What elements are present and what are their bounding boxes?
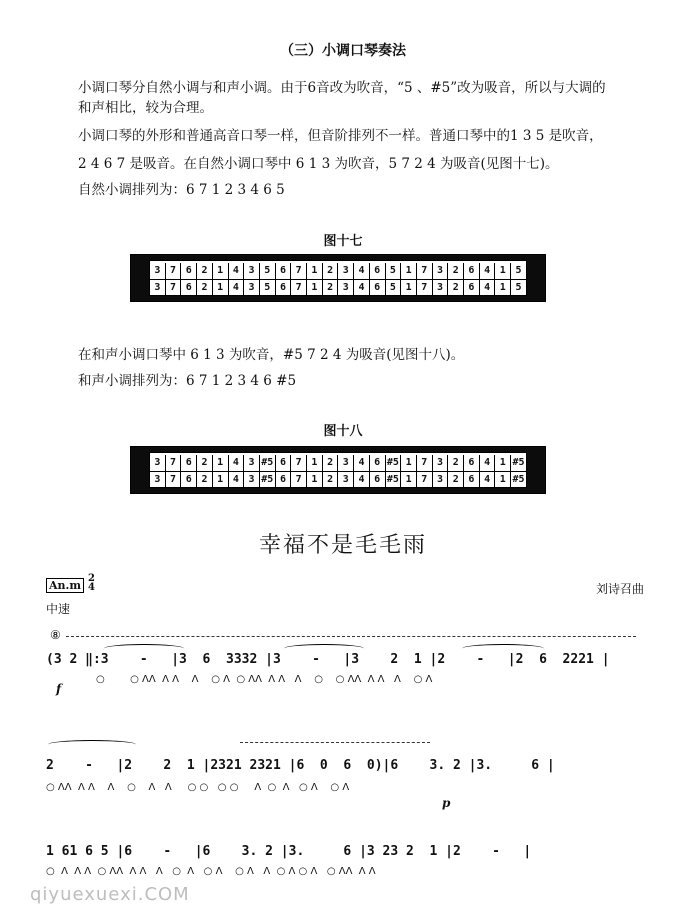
hole-note: 3 xyxy=(244,472,260,488)
slur xyxy=(48,740,136,749)
hole-note: 6 xyxy=(370,455,386,471)
rehearsal-dash-line xyxy=(66,636,636,637)
tempo-marking: 中速 xyxy=(46,602,71,616)
hole-note: 7 xyxy=(166,455,182,471)
hole-note: 3 xyxy=(150,263,166,279)
hole-note: 6 xyxy=(464,472,480,488)
hole-note: 7 xyxy=(166,472,182,488)
watermark: qiyuexuexi.COM xyxy=(30,884,190,905)
harmonica-comb xyxy=(149,452,527,488)
hole-note: 2 xyxy=(323,263,339,279)
hole-note: 1 xyxy=(213,280,229,296)
hole-note: 4 xyxy=(354,280,370,296)
hole-note: 6 xyxy=(370,280,386,296)
figure-18-title: 图十八 xyxy=(323,424,363,439)
song-title: 幸福不是毛毛雨 xyxy=(258,533,427,558)
hole-note: 7 xyxy=(417,472,433,488)
hole-note: 5 xyxy=(386,280,402,296)
key-signature: An.m xyxy=(46,578,84,593)
hole-note: 6 xyxy=(276,472,292,488)
hole-note: 6 xyxy=(464,455,480,471)
hole-note: 7 xyxy=(166,280,182,296)
hole-note: 4 xyxy=(229,280,245,296)
hole-note: 2 xyxy=(197,455,213,471)
hole-note: #5 xyxy=(260,455,276,471)
hole-note: 6 xyxy=(370,263,386,279)
hole-note: 6 xyxy=(276,280,292,296)
hole-note: 1 xyxy=(401,455,417,471)
hole-note: 4 xyxy=(354,263,370,279)
hole-note: 7 xyxy=(166,263,182,279)
notation-line-3: 1 61 6 5 |6 - |6 3. 2 |3. 6 |3 23 2 1 |2 - | xyxy=(46,844,532,859)
hole-note: 1 xyxy=(307,263,323,279)
blow-row xyxy=(150,263,526,279)
harmonica-diagram-harmonic-minor xyxy=(130,446,546,494)
hole-note: 6 xyxy=(181,455,197,471)
paragraph-line-2: 和声相比，较为合理。 xyxy=(78,100,213,116)
hole-note: 3 xyxy=(338,455,354,471)
hole-note: 1 xyxy=(495,455,511,471)
hole-note: 5 xyxy=(386,263,402,279)
hole-note: 7 xyxy=(291,263,307,279)
hole-note: 4 xyxy=(354,472,370,488)
hole-note: 2 xyxy=(197,472,213,488)
hole-note: 1 xyxy=(495,263,511,279)
hole-note: #5 xyxy=(386,455,402,471)
hole-note: 3 xyxy=(433,280,449,296)
hole-note: 4 xyxy=(480,280,496,296)
breath-marks-line-3: ○ Λ Λ Λ ○ ΛΛ Λ Λ Λ ○ Λ ○ Λ ○ Λ Λ ○ Λ ○ Λ ○ ΛΛ Λ Λ xyxy=(46,866,376,877)
dynamic-piano: p xyxy=(442,796,451,810)
hole-note: 4 xyxy=(354,455,370,471)
hole-note: 1 xyxy=(307,280,323,296)
hole-note: 2 xyxy=(448,472,464,488)
hole-note: #5 xyxy=(260,472,276,488)
hole-note: 1 xyxy=(495,472,511,488)
composer: 刘诗召曲 xyxy=(595,582,644,596)
breath-marks-line-1: ○ ○ ΛΛ Λ Λ Λ ○ Λ ○ ΛΛ Λ Λ Λ ○ ○ ΛΛ Λ Λ Λ ○ Λ xyxy=(96,674,433,685)
hole-note: 1 xyxy=(401,472,417,488)
draw-row xyxy=(150,279,526,296)
hole-note: 2 xyxy=(197,280,213,296)
blow-row xyxy=(150,455,526,471)
hole-note: 2 xyxy=(448,280,464,296)
section-title: （三）小调口琴奏法 xyxy=(280,43,406,59)
paragraph-line-1: 小调口琴分自然小调与和声小调。由于6音改为吹音，“5 、#5”改为吸音，所以与大调的 xyxy=(78,80,606,96)
hole-note: 2 xyxy=(448,455,464,471)
hole-note: 2 xyxy=(323,472,339,488)
time-signature xyxy=(88,574,95,592)
hole-note: 5 xyxy=(515,282,522,293)
hole-note: 3 xyxy=(150,455,166,471)
hole-note: 1 xyxy=(307,472,323,488)
hole-note: 4 xyxy=(229,472,245,488)
hole-note: 4 xyxy=(480,455,496,471)
paragraph-line-5: 自然小调排列为：6 7 1 2 3 4 6 5 xyxy=(78,182,285,198)
hole-note: 6 xyxy=(370,472,386,488)
hole-note: 3 xyxy=(338,280,354,296)
hole-note: 1 xyxy=(213,263,229,279)
notation-line-2: 2 - |2 2 1 |2321 2321 |6 0 6 0)|6 3. 2 |3. 6 | xyxy=(46,758,555,773)
harmonica-comb xyxy=(149,260,527,296)
hole-note: 3 xyxy=(433,455,449,471)
paragraph-line-3: 小调口琴的外形和普通高音口琴一样，但音阶排列不一样。普通口琴中的1 3 5 是吹音， xyxy=(78,128,603,144)
hole-note: 1 xyxy=(307,455,323,471)
hole-note: 6 xyxy=(464,280,480,296)
breath-marks-line-2: ○ ΛΛ Λ Λ Λ ○ Λ Λ ○ ○ ○ ○ Λ ○ Λ ○ Λ ○ Λ xyxy=(46,782,350,793)
rehearsal-mark: ⑧ xyxy=(50,628,61,642)
hole-note: 1 xyxy=(401,280,417,296)
hole-note: 3 xyxy=(244,263,260,279)
hole-note: 5 xyxy=(260,280,276,296)
hole-note: 6 xyxy=(181,263,197,279)
hole-note: 5 xyxy=(260,263,276,279)
notation-line-1: (3 2 ‖:3 - |3 6 3332 |3 - |3 2 1 |2 - |2 6 2221 | xyxy=(46,652,610,667)
hole-note: 3 xyxy=(150,280,166,296)
hole-note: 3 xyxy=(244,455,260,471)
hole-note: 4 xyxy=(480,263,496,279)
hole-note: 5 xyxy=(515,265,522,276)
hole-note: 4 xyxy=(480,472,496,488)
hole-note: 7 xyxy=(417,280,433,296)
hole-note: 7 xyxy=(291,280,307,296)
hole-note: 6 xyxy=(276,455,292,471)
hole-note: 3 xyxy=(338,472,354,488)
hole-note: 4 xyxy=(229,263,245,279)
hole-note: 2 xyxy=(323,455,339,471)
hole-note: 3 xyxy=(433,472,449,488)
time-signature-top: 2 xyxy=(88,573,95,584)
hole-note: 1 xyxy=(213,472,229,488)
repeat-dash-line xyxy=(240,742,430,743)
hole-note: 3 xyxy=(338,263,354,279)
hole-note: 1 xyxy=(495,280,511,296)
hole-note: #5 xyxy=(512,474,525,485)
hole-note: 2 xyxy=(323,280,339,296)
hole-note: 6 xyxy=(276,263,292,279)
harmonic-paragraph-line-1: 在和声小调口琴中 6 1 3 为吹音，#5 7 2 4 为吸音(见图十八)。 xyxy=(78,347,465,363)
draw-row xyxy=(150,471,526,488)
hole-note: 2 xyxy=(197,263,213,279)
hole-note: 7 xyxy=(417,455,433,471)
dynamic-forte: f xyxy=(56,682,62,696)
hole-note: 4 xyxy=(229,455,245,471)
hole-note: 7 xyxy=(291,472,307,488)
hole-note: 1 xyxy=(213,455,229,471)
hole-note: 3 xyxy=(150,472,166,488)
hole-note: 7 xyxy=(417,263,433,279)
hole-note: 2 xyxy=(448,263,464,279)
hole-note: 7 xyxy=(291,455,307,471)
hole-note: 3 xyxy=(244,280,260,296)
harmonica-diagram-natural-minor xyxy=(130,254,546,302)
harmonic-paragraph-line-2: 和声小调排列为：6 7 1 2 3 4 6 #5 xyxy=(78,373,297,389)
hole-note: 1 xyxy=(401,263,417,279)
time-signature-bottom: 4 xyxy=(88,582,95,593)
hole-note: 6 xyxy=(181,280,197,296)
hole-note: 6 xyxy=(464,263,480,279)
hole-note: #5 xyxy=(386,472,402,488)
hole-note: #5 xyxy=(512,457,525,468)
hole-note: 6 xyxy=(181,472,197,488)
paragraph-line-4: 2 4 6 7 是吸音。在自然小调口琴中 6 1 3 为吹音，5 7 2 4 为吸音(见图十七)。 xyxy=(78,156,559,172)
hole-note: 3 xyxy=(433,263,449,279)
figure-17-title: 图十七 xyxy=(323,234,363,249)
